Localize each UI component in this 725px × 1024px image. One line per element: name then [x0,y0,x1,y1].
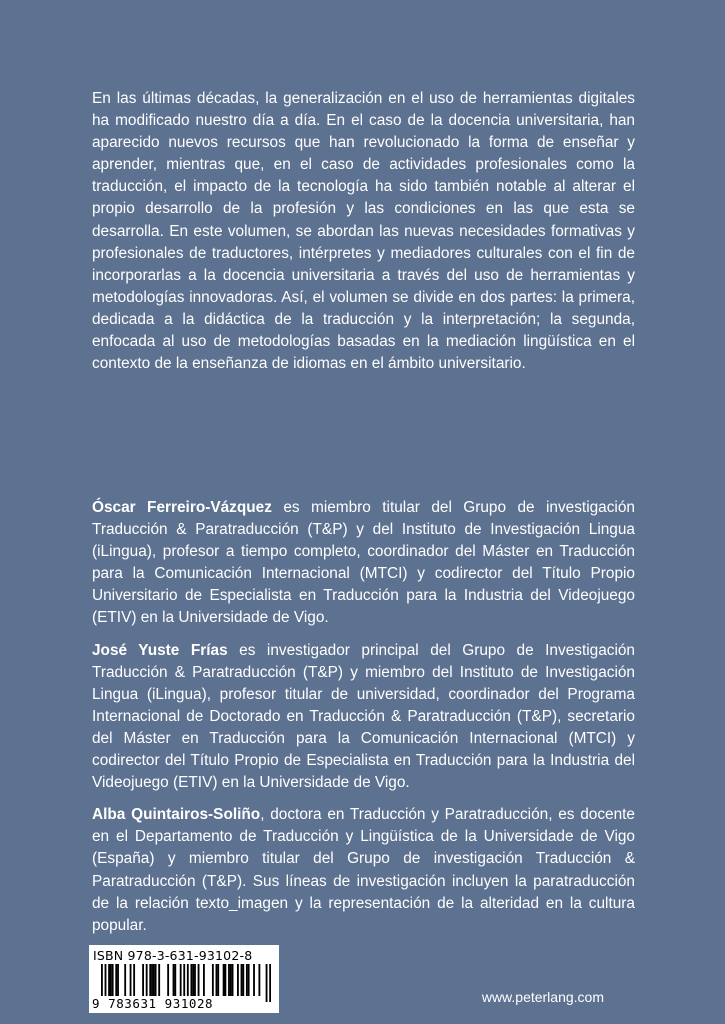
barcode-bar [248,964,250,996]
barcode-bar [146,964,148,996]
barcode-bar [173,964,175,996]
barcode-bar [108,964,110,996]
isbn-label: ISBN 978-3-631-93102-8 [93,948,253,963]
barcode-bar [246,964,248,996]
author-bio-text: , doctora en Traducción y Paratraducción, es docente en el Departamento de Traducción y Lingüística de la Universidade de Vigo (España) y miembro titular del Grupo de investigación Traducción & Paratraducción (T&P). Sus líneas de investigación incluyen la paratraducción de la relación texto_imagen y la representación de la alteridad en la cultura popular. [92,806,635,934]
author-name: Óscar Ferreiro-Vázquez [92,499,272,516]
barcode-bar [198,964,200,996]
barcode-bar [224,964,226,996]
author-bio [92,497,635,630]
barcode-digits-text: 9 783631 931028 [92,996,214,1011]
barcode-bar [117,964,119,996]
author-name: José Yuste Frías [92,641,228,659]
barcode-bar [151,964,153,996]
barcode-bar [216,964,218,996]
barcode-bar [192,964,194,996]
barcode-bar [142,964,144,996]
barcode-bar [258,964,260,996]
barcode-bar [212,964,214,996]
barcode-bar [112,964,114,996]
barcode-bar [115,964,117,996]
barcode-bar [242,964,244,996]
barcode-bar [158,964,160,996]
synopsis: En las últimas décadas, la generalización en el uso de herramientas digitales ha modificado nuestro día a día. En el caso de la docencia universitaria, han aparecido nuevos recursos que han revolucionado la forma de enseñar y aprender, mientras que, en el caso de actividades profesionales como la traducción, el impacto de la tecnología ha sido también notable al alterar el propio desarrollo de la profesión y las condiciones en las que esta se desarrolla. En este volumen, se abordan las nuevas necesidades formativas y profesionales de traductores, intérpretes y mediadores culturales con el fin de incorporarlas a la docencia universitaria a través del uso de herramientas y metodologías innovadoras. Así, el volumen se divide en dos partes: la primera, dedicada a la didáctica de la traducción y la interpretación; la segunda, enfocada al uso de metodologías basadas en la mediación lingüística en el contexto de la enseñanza de idiomas en el ámbito universitario. [92,90,635,373]
barcode-bar [110,964,112,996]
publisher-website[interactable]: www.peterlang.com [481,989,604,1005]
barcode-bar [155,964,157,996]
barcode-bar [237,964,239,996]
barcode-bar [228,964,230,996]
barcode [89,945,279,1013]
barcode-bar [230,964,232,996]
barcode-digits [91,996,277,1011]
barcode-bar [153,964,155,996]
barcode-bar [223,964,225,996]
barcode-bar [180,964,182,996]
barcode-bar [124,964,126,996]
author-bio-text: es miembro titular del Grupo de investigación Traducción & Paratraducción (T&P) y del Instituto de Investigación Lingua (iLingua), profesor a tiempo completo, coordinador del Máster en Traducción para la Comunicación Internacional (MTCI) y codirector del Título Propio Universitario de Especialista en Traducción para la Industria del Videojuego (ETIV) en la Universidade de Vigo. [92,499,635,627]
barcode-bar [130,964,132,996]
author-bio [92,640,635,795]
author-name: Alba Quintairos-Soliño [92,806,261,824]
barcode-bar [174,964,176,996]
author-bio [92,804,635,937]
barcode-bar [149,964,151,996]
author-bio-text: es investigador principal del Grupo de Investigación Traducción & Paratraducción (T&P) y miembro del Instituto de Investigación Lingua (iLingua), profesor titular de universidad, coordinador del Programa Internacional de Doctorado en Traducción & Paratraducción (T&P), secretario del Máster en Traducción para la Comunicación Internacional (MTCI) y codirector del Título Propio de Especialista en Traducción para la Industria del Videojuego (ETIV) en la Universidade de Vigo. [92,641,635,792]
barcode-bar [232,964,234,996]
barcode-bar [253,964,255,996]
barcode-bar [217,964,219,996]
barcode-bar [241,964,243,996]
barcode-bar [194,964,196,996]
barcode-bar [190,964,192,996]
author-bios [92,497,635,947]
barcode-bar [133,964,135,996]
barcode-bar [203,964,205,996]
barcode-bar [167,964,169,996]
